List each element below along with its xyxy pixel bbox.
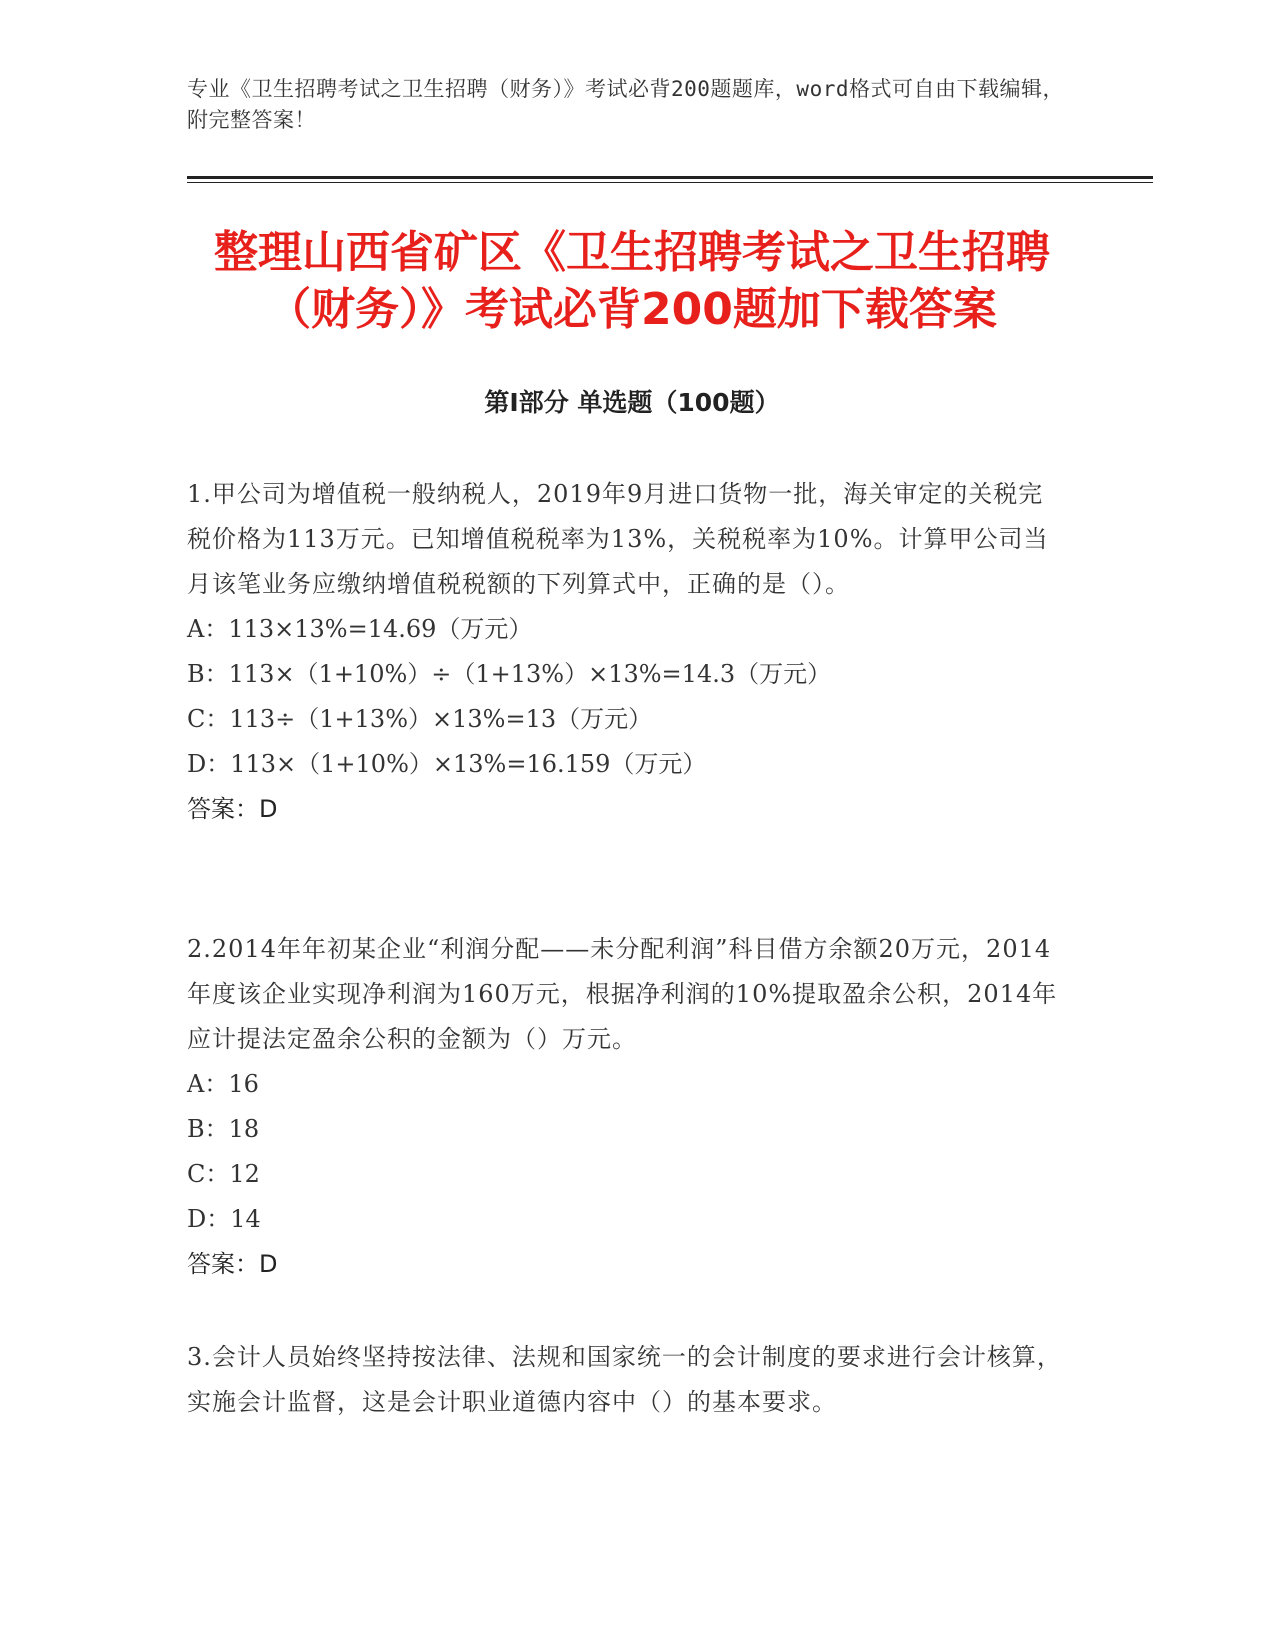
option-b: B：18 <box>187 1115 260 1143</box>
question-stem: 3.会计人员始终坚持按法律、法规和国家统一的会计制度的要求进行会计核算，实施会计监督，这是会计职业道德内容中（）的基本要求。 <box>187 1343 1062 1416</box>
option-a: A：16 <box>187 1070 259 1098</box>
question-stem: 1.甲公司为增值税一般纳税人，2019年9月进口货物一批，海关审定的关税完税价格为113万元。已知增值税税率为13%，关税税率为10%。计算甲公司当月该笔业务应缴纳增值税税额的下列算式中，正确的是（）。 <box>187 480 1049 598</box>
header-divider-thin <box>187 182 1153 183</box>
option-c: C：113÷（1+13%）×13%=13（万元） <box>187 705 653 733</box>
section-heading: 第Ⅰ部分 单选题（100题） <box>484 388 780 417</box>
header-divider-thick <box>187 176 1153 179</box>
option-b: B：113×（1+10%）÷（1+13%）×13%=14.3（万元） <box>187 660 832 688</box>
option-c: C：12 <box>187 1160 260 1188</box>
document-title: 整理山西省矿区《卫生招聘考试之卫生招聘（财务）》考试必背200题加下载答案 <box>214 227 1050 335</box>
option-d: D：14 <box>187 1205 261 1233</box>
question-3 <box>187 1335 1067 1425</box>
question-1 <box>187 472 1067 832</box>
question-2 <box>187 927 1067 1287</box>
option-a: A：113×13%=14.69（万元） <box>187 615 533 643</box>
header-note: 专业《卫生招聘考试之卫生招聘（财务）》考试必背200题题库，word格式可自由下载编辑，附完整答案！ <box>187 77 1064 132</box>
answer-line: 答案：D <box>187 795 278 823</box>
option-d: D：113×（1+10%）×13%=16.159（万元） <box>187 750 707 778</box>
answer-line: 答案：D <box>187 1250 278 1278</box>
question-stem: 2.2014年年初某企业“利润分配——未分配利润”科目借方余额20万元，2014年度该企业实现净利润为160万元，根据净利润的10%提取盈余公积，2014年应计提法定盈余公积的金额为（）万元。 <box>187 935 1058 1053</box>
